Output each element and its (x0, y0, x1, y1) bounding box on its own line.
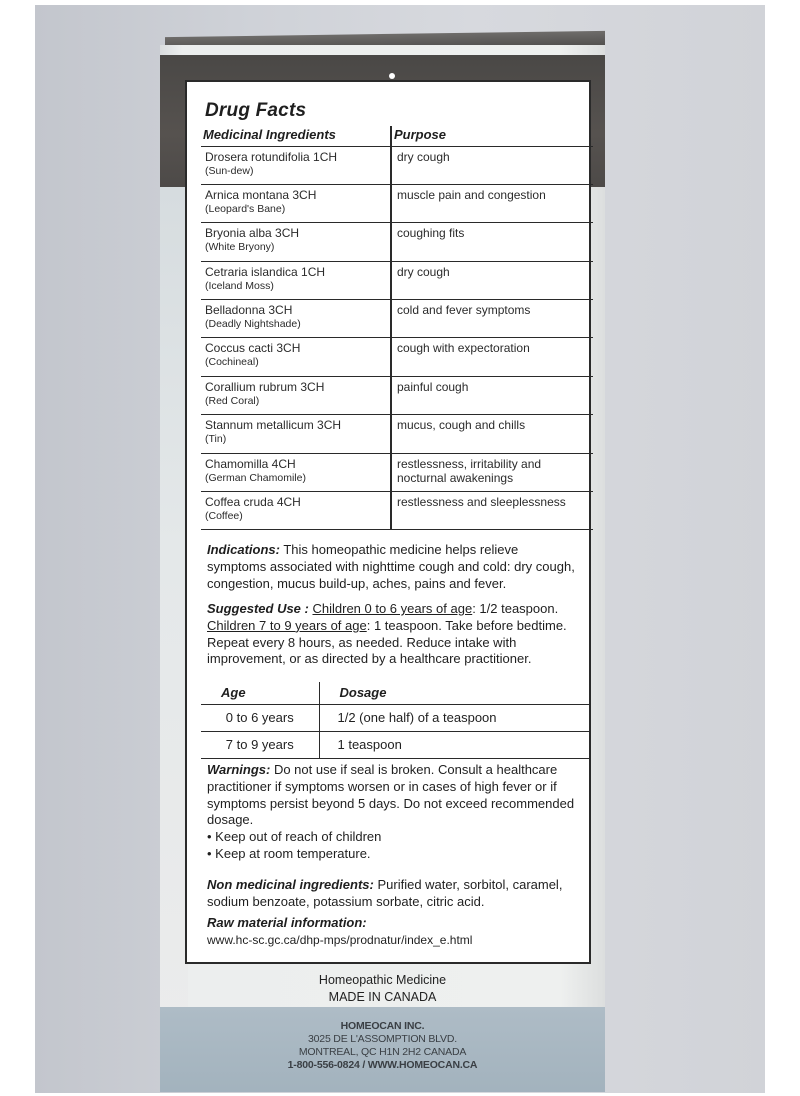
ingredient-common-name: (Red Coral) (205, 394, 260, 407)
ingredients-header: Medicinal Ingredients (201, 126, 391, 146)
ingredient-name: Coccus cacti 3CH (205, 341, 301, 356)
ingredient-common-name: (Leopard's Bane) (205, 202, 286, 215)
ingredient-name: Drosera rotundifolia 1CH (205, 149, 338, 164)
purpose-cell: coughing fits (391, 223, 593, 261)
suggested-use-dose-0-6: : 1/2 teaspoon. (472, 601, 559, 616)
suggested-use-label: Suggested Use : (207, 601, 309, 616)
age-header: Age (201, 682, 319, 704)
ingredient-cell (201, 338, 391, 376)
drug-facts-panel (185, 80, 591, 964)
ingredient-cell (201, 376, 391, 414)
ingredient-common-name: (Coffee) (205, 510, 243, 523)
suggested-use-children-7-9: Children 7 to 9 years of age (207, 617, 367, 633)
purpose-cell: restlessness, irritability and nocturnal awakenings (391, 453, 593, 491)
dosage-body (201, 704, 589, 758)
warnings-label: Warnings: (207, 762, 271, 777)
indications-label: Indications: (207, 542, 280, 557)
ingredient-row (201, 184, 593, 222)
purpose-cell: muscle pain and congestion (391, 184, 593, 222)
made-in-canada-label: MADE IN CANADA (328, 990, 437, 1004)
company-name: HOMEOCAN INC. (340, 1020, 425, 1032)
ingredient-row (201, 146, 593, 184)
non-medicinal-label: Non medicinal ingredients: (207, 877, 374, 892)
homeopathic-medicine-label: Homeopathic Medicine (318, 973, 447, 987)
ingredient-row (201, 492, 593, 530)
ingredient-cell (201, 453, 391, 491)
ingredient-row (201, 300, 593, 338)
ingredient-name: Corallium rubrum 3CH (205, 379, 325, 394)
ingredient-cell (201, 223, 391, 261)
dosage-cell: 1 teaspoon (319, 731, 589, 758)
contact-line: 1-800-556-0824 / WWW.HOMEOCAN.CA (287, 1059, 478, 1071)
ingredient-cell (201, 184, 391, 222)
non-medicinal-paragraph (207, 877, 581, 911)
raw-material-label: Raw material information: (207, 915, 367, 930)
ingredient-cell (201, 261, 391, 299)
raw-material-url: www.hc-sc.gc.ca/dhp-mps/prodnatur/index_e.html (207, 932, 473, 947)
dosage-row (201, 731, 589, 758)
warning-bullet-2: • Keep at room temperature. (207, 845, 371, 861)
raw-material-paragraph (207, 915, 581, 949)
purpose-header: Purpose (391, 126, 593, 146)
ingredient-row (201, 261, 593, 299)
dosage-cell: 1/2 (one half) of a teaspoon (319, 704, 589, 731)
ingredient-name: Bryonia alba 3CH (205, 226, 300, 241)
dosage-table (201, 682, 589, 759)
purpose-cell: dry cough (391, 261, 593, 299)
white-dot (389, 73, 395, 79)
ingredient-row (201, 223, 593, 261)
ingredient-name: Cetraria islandica 1CH (205, 264, 326, 279)
ingredient-cell (201, 492, 391, 530)
purpose-cell: cough with expectoration (391, 338, 593, 376)
ingredient-common-name: (Cochineal) (205, 356, 259, 369)
ingredient-name: Arnica montana 3CH (205, 187, 317, 202)
age-cell: 0 to 6 years (201, 704, 319, 731)
indications-text: This homeopathic medicine helps relieve symptoms associated with nighttime cough and cold: dry cough, congestion, mucus build-up, aches, pains and fever. (207, 542, 575, 591)
suggested-use-children-0-6: Children 0 to 6 years of age (312, 601, 473, 616)
ingredients-body (201, 146, 593, 530)
ingredient-name: Belladonna 3CH (205, 303, 293, 318)
purpose-cell: painful cough (391, 376, 593, 414)
ingredient-common-name: (German Chamomile) (205, 471, 306, 484)
warnings-paragraph (207, 762, 581, 863)
ingredient-common-name: (Tin) (205, 433, 227, 446)
pale-left-band (160, 187, 188, 1087)
purpose-cell: dry cough (391, 146, 593, 184)
ingredient-name: Chamomilla 4CH (205, 456, 296, 471)
age-cell: 7 to 9 years (201, 731, 319, 758)
address-line-1: 3025 DE L'ASSOMPTION BLVD. (308, 1033, 457, 1045)
suggested-use-dose-7-9: : 1 teaspoon. Take before bedtime. Repeat every 8 hours, as needed. Reduce intake with improvement, or as directed by a healthcare practitioner. (207, 617, 567, 667)
drug-facts-title: Drug Facts (205, 100, 307, 121)
indications-paragraph (207, 542, 581, 592)
ingredient-common-name: (White Bryony) (205, 241, 275, 254)
ingredient-common-name: (Sun-dew) (205, 164, 254, 177)
dosage-row (201, 704, 589, 731)
ingredient-row (201, 453, 593, 491)
purpose-cell: mucus, cough and chills (391, 415, 593, 453)
warnings-text: Do not use if seal is broken. Consult a healthcare practitioner if symptoms worsen or in cases of high fever or if symptoms persist beyond 5 days. Do not exceed recommended dosage. (207, 762, 575, 828)
ingredient-name: Coffea cruda 4CH (205, 495, 301, 510)
ingredient-common-name: (Deadly Nightshade) (205, 318, 301, 331)
ingredient-name: Stannum metallicum 3CH (205, 418, 342, 433)
non-medicinal-text: Purified water, sorbitol, caramel, sodium benzoate, potassium sorbate, citric acid. (207, 877, 563, 909)
ingredients-table (201, 126, 593, 530)
ingredient-row (201, 376, 593, 414)
purpose-cell: cold and fever symptoms (391, 300, 593, 338)
dosage-header: Dosage (319, 682, 589, 704)
purpose-cell: restlessness and sleeplessness (391, 492, 593, 530)
ingredient-cell (201, 415, 391, 453)
suggested-use-paragraph (207, 601, 581, 668)
ingredient-cell (201, 146, 391, 184)
address-line-2: MONTREAL, QC H1N 2H2 CANADA (298, 1046, 467, 1058)
ingredient-cell (201, 300, 391, 338)
warning-bullet-1: • Keep out of reach of children (207, 829, 382, 845)
ingredient-common-name: (Iceland Moss) (205, 279, 274, 292)
ingredient-row (201, 338, 593, 376)
ingredient-row (201, 415, 593, 453)
